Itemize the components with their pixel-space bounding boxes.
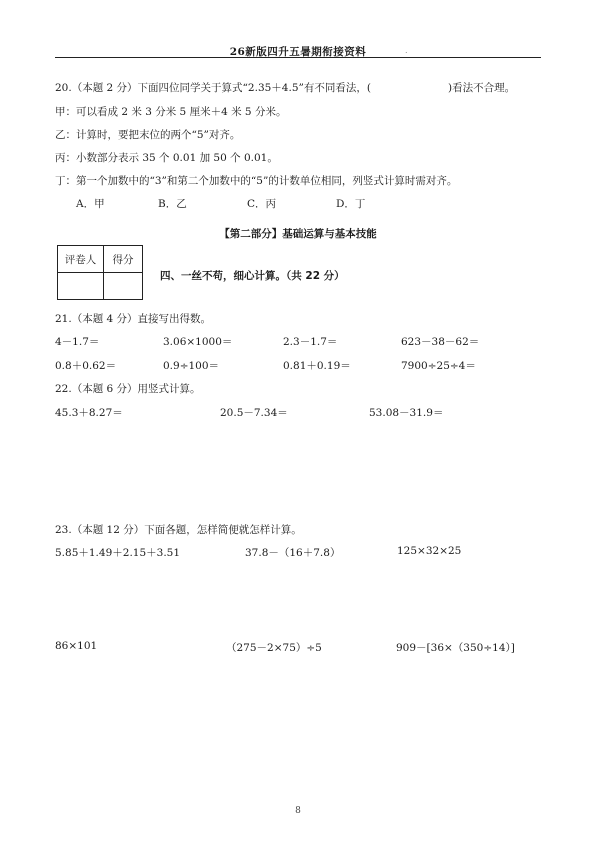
- q22-stem: 22.（本题 6 分）用竖式计算。: [55, 383, 201, 395]
- q20-option-d: D．丁: [336, 198, 366, 210]
- q23-item: （275－2×75）÷5: [226, 642, 322, 654]
- grader-header-reviewer: 评卷人: [58, 246, 104, 273]
- q21-item: 0.8＋0.62＝: [55, 360, 117, 372]
- header-divider: [55, 57, 541, 58]
- q22-item: 20.5－7.34＝: [220, 407, 288, 419]
- q20-line-yi: 乙：计算时，要把末位的两个“5”对齐。: [55, 129, 241, 141]
- q21-item: 3.06×1000＝: [163, 336, 233, 348]
- q21-item: 7900÷25÷4＝: [401, 360, 476, 372]
- q20-stem: 20.（本题 2 分）下面四位同学关于算式“2.35＋4.5”有不同看法，(: [55, 82, 371, 94]
- section-title: 【第二部分】基础运算与基本技能: [219, 228, 377, 240]
- q22-item: 45.3＋8.27＝: [55, 407, 123, 419]
- q23-item: 86×101: [55, 640, 98, 652]
- q20-stem-end: )看法不合理。: [448, 82, 516, 94]
- q20-line-bing: 丙：小数部分表示 35 个 0.01 加 50 个 0.01。: [55, 152, 278, 164]
- grader-cell-score: [104, 273, 143, 300]
- q21-item: 0.81＋0.19＝: [283, 360, 351, 372]
- q20-option-a: A．甲: [76, 198, 105, 210]
- q23-item: 37.8－（16＋7.8）: [245, 547, 341, 559]
- q22-item: 53.08－31.9＝: [369, 407, 444, 419]
- q21-item: 0.9÷100＝: [163, 360, 220, 372]
- q23-item: 909－[36×（350÷14）]: [396, 642, 515, 654]
- q20-option-c: C．丙: [247, 198, 277, 210]
- header-title: 26新版四升五暑期衔接资料: [229, 46, 367, 58]
- grader-header-score: 得分: [104, 246, 143, 273]
- q21-item: 2.3－1.7＝: [283, 336, 338, 348]
- q21-stem: 21.（本题 4 分）直接写出得数。: [55, 313, 212, 325]
- q23-item: 125×32×25: [397, 545, 462, 557]
- grader-table: [57, 245, 143, 300]
- part4-title: 四、一丝不苟，细心计算。（共 22 分）: [160, 270, 345, 282]
- grader-cell-reviewer: [58, 273, 104, 300]
- q20-option-b: B．乙: [158, 198, 187, 210]
- q20-line-ding: 丁：第一个加数中的“3”和第二个加数中的“5”的计数单位相同，列竖式计算时需对齐。: [55, 175, 458, 187]
- header-dot: .: [405, 46, 408, 55]
- q23-item: 5.85＋1.49＋2.15＋3.51: [55, 547, 181, 559]
- q21-item: 623－38－62＝: [401, 336, 480, 348]
- q23-stem: 23.（本题 12 分）下面各题，怎样简便就怎样计算。: [55, 524, 302, 536]
- page-number: 8: [295, 806, 301, 816]
- q20-line-jia: 甲：可以看成 2 米 3 分米 5 厘米＋4 米 5 分米。: [55, 106, 287, 118]
- q21-item: 4－1.7＝: [55, 336, 100, 348]
